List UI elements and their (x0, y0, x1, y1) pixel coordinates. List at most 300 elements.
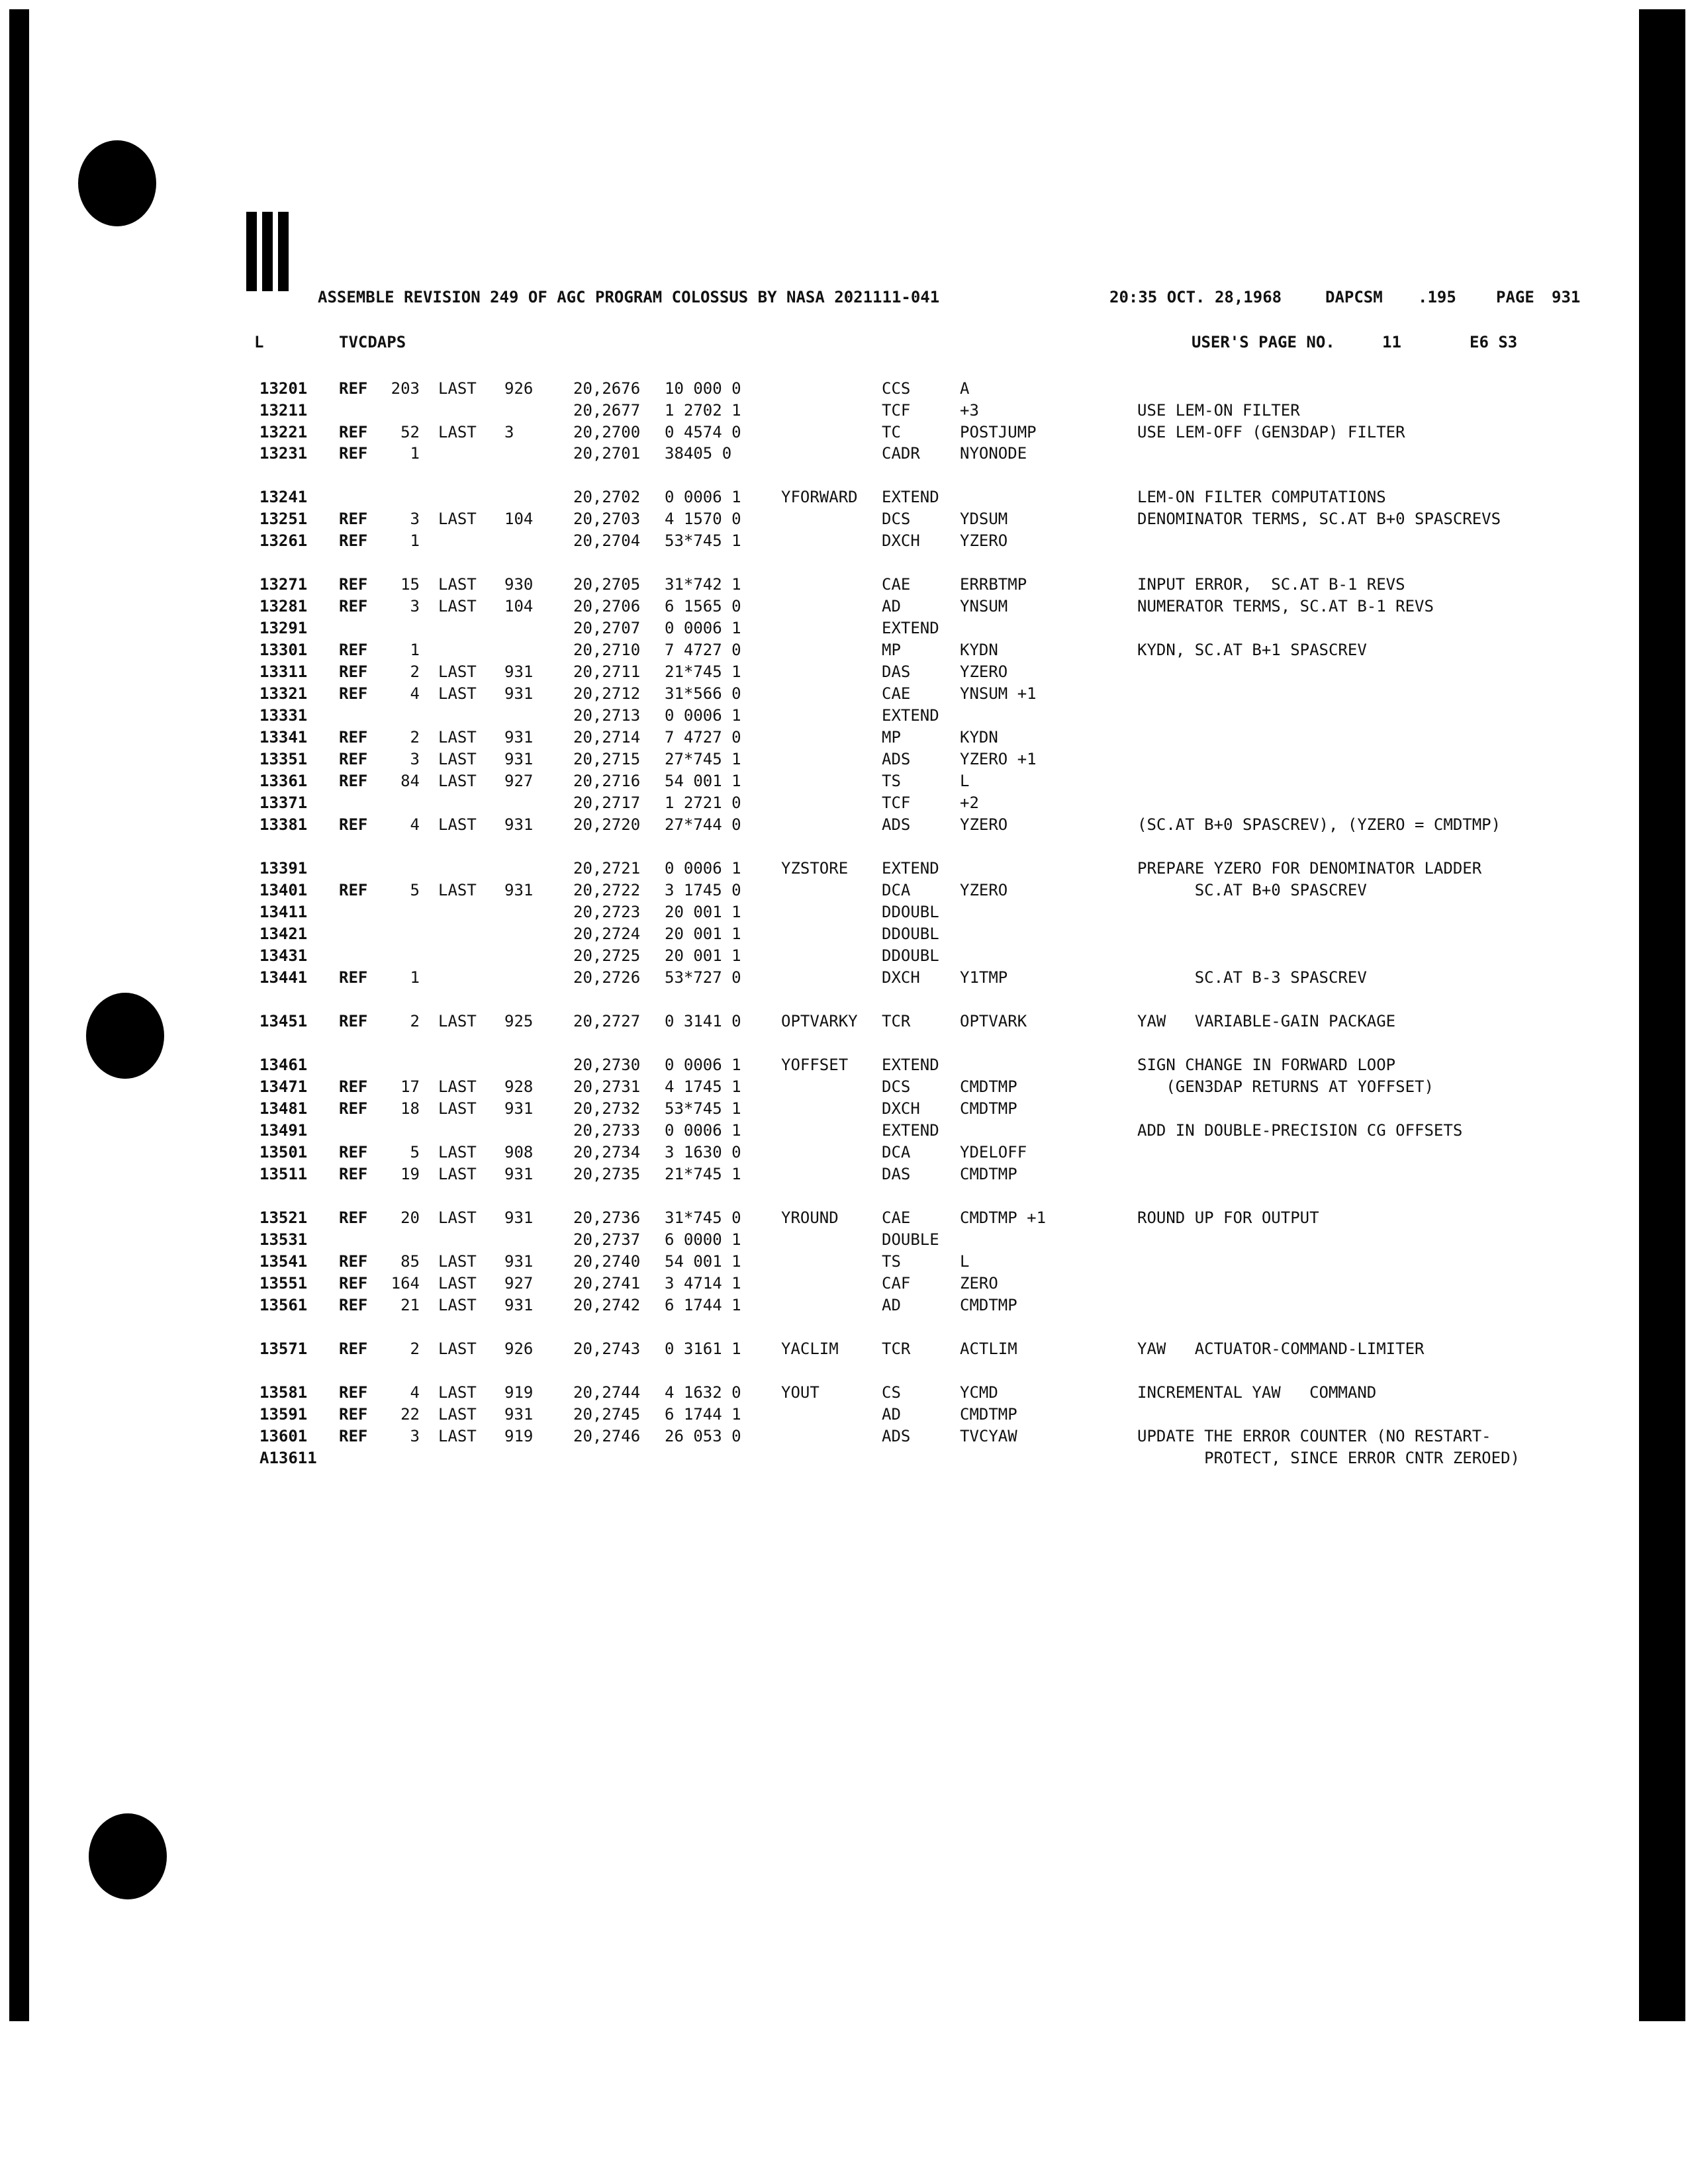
comment: SC.AT B-3 SPASCREV (1137, 968, 1367, 987)
last-tag: LAST (438, 772, 477, 790)
listing-line (0, 1294, 1688, 1316)
source-label: YFORWARD (781, 488, 858, 506)
listing-line (0, 486, 1688, 508)
last-page: 931 (504, 684, 534, 703)
ref-tag: REF (339, 772, 368, 790)
opcode: CAE (882, 575, 911, 594)
operand: YZERO (960, 881, 1008, 899)
source-label: YOUT (781, 1383, 820, 1402)
octal-code: 0 0006 1 (665, 706, 741, 725)
memory-address: 20,2701 (573, 444, 641, 463)
octal-code: 3 4714 1 (665, 1274, 741, 1293)
memory-address: 20,2710 (573, 641, 641, 659)
memory-address: 20,2707 (573, 619, 641, 637)
listing-line (0, 813, 1688, 836)
octal-code: 26 053 0 (665, 1427, 741, 1445)
ref-count: 19 (400, 1165, 420, 1183)
listing-line (0, 748, 1688, 770)
ref-count: 52 (400, 423, 420, 441)
memory-address: 20,2717 (573, 794, 641, 812)
opcode: TCF (882, 794, 911, 812)
comment: DENOMINATOR TERMS, SC.AT B+0 SPASCREVS (1137, 510, 1501, 528)
last-page: 931 (504, 662, 534, 681)
octal-code: 27*744 0 (665, 815, 741, 834)
listing-card-number: 13481 (259, 1099, 308, 1118)
memory-address: 20,2740 (573, 1252, 641, 1271)
listing-line (0, 1250, 1688, 1273)
memory-address: 20,2741 (573, 1274, 641, 1293)
octal-code: 3 1745 0 (665, 881, 741, 899)
opcode: TCF (882, 401, 911, 420)
ref-count: 4 (410, 684, 420, 703)
comment: YAW ACTUATOR-COMMAND-LIMITER (1137, 1340, 1425, 1358)
octal-code: 54 001 1 (665, 772, 741, 790)
ref-count: 4 (410, 1383, 420, 1402)
comment: ROUND UP FOR OUTPUT (1137, 1208, 1319, 1227)
opcode: DXCH (882, 968, 920, 987)
listing-line (0, 639, 1688, 661)
ref-tag: REF (339, 662, 368, 681)
comment: PROTECT, SINCE ERROR CNTR ZEROED) (1137, 1449, 1520, 1467)
memory-address: 20,2703 (573, 510, 641, 528)
ref-tag: REF (339, 597, 368, 615)
comment: SC.AT B+0 SPASCREV (1137, 881, 1367, 899)
memory-address: 20,2721 (573, 859, 641, 878)
listing-card-number: 13281 (259, 597, 308, 615)
ref-tag: REF (339, 1012, 368, 1030)
memory-address: 20,2700 (573, 423, 641, 441)
opcode: TCR (882, 1012, 911, 1030)
octal-code: 1 2721 0 (665, 794, 741, 812)
memory-address: 20,2727 (573, 1012, 641, 1030)
last-tag: LAST (438, 684, 477, 703)
ref-tag: REF (339, 379, 368, 398)
opcode: AD (882, 1405, 901, 1424)
comment: PREPARE YZERO FOR DENOMINATOR LADDER (1137, 859, 1482, 878)
last-page: 931 (504, 1252, 534, 1271)
octal-code: 0 0006 1 (665, 1121, 741, 1140)
operand: TVCYAW (960, 1427, 1017, 1445)
page-code: E6 S3 (1470, 333, 1518, 351)
octal-code: 53*727 0 (665, 968, 741, 987)
operand: YDELOFF (960, 1143, 1027, 1161)
last-page: 930 (504, 575, 534, 594)
octal-code: 53*745 1 (665, 531, 741, 550)
last-page: 926 (504, 1340, 534, 1358)
opcode: DCS (882, 1077, 911, 1096)
comment: NUMERATOR TERMS, SC.AT B-1 REVS (1137, 597, 1434, 615)
last-page: 3 (504, 423, 514, 441)
listing-line (0, 421, 1688, 443)
listing-card-number: 13211 (259, 401, 308, 420)
source-label: OPTVARKY (781, 1012, 858, 1030)
memory-address: 20,2733 (573, 1121, 641, 1140)
ref-count: 2 (410, 1012, 420, 1030)
listing-card-number: 13461 (259, 1056, 308, 1074)
operand: A (960, 379, 970, 398)
octal-code: 6 1744 1 (665, 1296, 741, 1314)
last-page: 908 (504, 1143, 534, 1161)
last-page: 931 (504, 881, 534, 899)
listing-line (0, 1228, 1688, 1251)
last-page: 931 (504, 1099, 534, 1118)
opcode: ADS (882, 815, 911, 834)
subroutine-name: DAPCSM (1325, 288, 1383, 306)
last-tag: LAST (438, 1077, 477, 1096)
opcode: DOUBLE (882, 1230, 939, 1249)
source-label: YROUND (781, 1208, 839, 1227)
ref-tag: REF (339, 1427, 368, 1445)
last-tag: LAST (438, 750, 477, 768)
operand: ZERO (960, 1274, 998, 1293)
operand: CMDTMP (960, 1405, 1017, 1424)
ref-tag: REF (339, 423, 368, 441)
ref-count: 17 (400, 1077, 420, 1096)
ref-count: 22 (400, 1405, 420, 1424)
listing-card-number: 13401 (259, 881, 308, 899)
memory-address: 20,2712 (573, 684, 641, 703)
listing-line (0, 966, 1688, 989)
memory-address: 20,2731 (573, 1077, 641, 1096)
last-tag: LAST (438, 1012, 477, 1030)
comment: USE LEM-ON FILTER (1137, 401, 1300, 420)
listing-card-number: 13301 (259, 641, 308, 659)
octal-code: 20 001 1 (665, 925, 741, 943)
comment: ADD IN DOUBLE-PRECISION CG OFFSETS (1137, 1121, 1463, 1140)
listing-card-number: 13541 (259, 1252, 308, 1271)
last-page: 926 (504, 379, 534, 398)
operand: CMDTMP (960, 1077, 1017, 1096)
listing-line (0, 1054, 1688, 1076)
listing-card-number: 13581 (259, 1383, 308, 1402)
listing-line (0, 770, 1688, 792)
octal-code: 38405 0 (665, 444, 732, 463)
listing-card-number: 13311 (259, 662, 308, 681)
listing-line (0, 1447, 1688, 1469)
listing-line (0, 617, 1688, 639)
octal-code: 21*745 1 (665, 662, 741, 681)
ref-count: 3 (410, 597, 420, 615)
listing-line (0, 1075, 1688, 1098)
ref-count: 15 (400, 575, 420, 594)
comment: KYDN, SC.AT B+1 SPASCREV (1137, 641, 1367, 659)
memory-address: 20,2732 (573, 1099, 641, 1118)
octal-code: 4 1745 1 (665, 1077, 741, 1096)
listing-card-number: 13371 (259, 794, 308, 812)
octal-code: 31*742 1 (665, 575, 741, 594)
listing-line (0, 857, 1688, 880)
operand: YCMD (960, 1383, 998, 1402)
memory-address: 20,2736 (573, 1208, 641, 1227)
listing-line (0, 879, 1688, 901)
opcode: EXTEND (882, 1056, 939, 1074)
opcode: EXTEND (882, 706, 939, 725)
operand: YZERO +1 (960, 750, 1037, 768)
last-tag: LAST (438, 597, 477, 615)
octal-code: 31*745 0 (665, 1208, 741, 1227)
octal-code: 21*745 1 (665, 1165, 741, 1183)
operand: Y1TMP (960, 968, 1008, 987)
ref-count: 2 (410, 662, 420, 681)
listing-card-number: 13291 (259, 619, 308, 637)
listing-card-number: A13611 (259, 1449, 317, 1467)
last-tag: LAST (438, 815, 477, 834)
memory-address: 20,2730 (573, 1056, 641, 1074)
listing-line (0, 682, 1688, 705)
comment: USE LEM-OFF (GEN3DAP) FILTER (1137, 423, 1405, 441)
listing-card-number: 13231 (259, 444, 308, 463)
memory-address: 20,2735 (573, 1165, 641, 1183)
last-tag: LAST (438, 1099, 477, 1118)
ref-tag: REF (339, 1405, 368, 1424)
opcode: MP (882, 728, 901, 747)
comment: UPDATE THE ERROR COUNTER (NO RESTART- (1137, 1427, 1491, 1445)
ref-count: 18 (400, 1099, 420, 1118)
opcode: TS (882, 772, 901, 790)
opcode: DDOUBL (882, 946, 939, 965)
opcode: DCA (882, 881, 911, 899)
listing-line (0, 660, 1688, 683)
last-page: 931 (504, 1165, 534, 1183)
last-tag: LAST (438, 1208, 477, 1227)
ref-count: 4 (410, 815, 420, 834)
memory-address: 20,2746 (573, 1427, 641, 1445)
opcode: CAE (882, 684, 911, 703)
comment: LEM-ON FILTER COMPUTATIONS (1137, 488, 1386, 506)
last-tag: LAST (438, 1165, 477, 1183)
memory-address: 20,2742 (573, 1296, 641, 1314)
memory-address: 20,2744 (573, 1383, 641, 1402)
opcode: DCS (882, 510, 911, 528)
listing-line (0, 1010, 1688, 1032)
operand: YNSUM (960, 597, 1008, 615)
ref-tag: REF (339, 1208, 368, 1227)
ref-tag: REF (339, 1077, 368, 1096)
listing-line (0, 726, 1688, 749)
listing-card-number: 13431 (259, 946, 308, 965)
last-tag: LAST (438, 728, 477, 747)
listing-line (0, 1403, 1688, 1426)
last-page: 931 (504, 750, 534, 768)
listing-card-number: 13381 (259, 815, 308, 834)
last-tag: LAST (438, 1252, 477, 1271)
listing-card-number: 13531 (259, 1230, 308, 1249)
listing-card-number: 13511 (259, 1165, 308, 1183)
memory-address: 20,2706 (573, 597, 641, 615)
last-tag: LAST (438, 881, 477, 899)
last-page: 104 (504, 597, 534, 615)
opcode: EXTEND (882, 1121, 939, 1140)
listing-line (0, 1119, 1688, 1142)
octal-code: 27*745 1 (665, 750, 741, 768)
operand: ERRBTMP (960, 575, 1027, 594)
octal-code: 0 3141 0 (665, 1012, 741, 1030)
punch-hole (78, 140, 156, 226)
listing-card-number: 13421 (259, 925, 308, 943)
last-tag: LAST (438, 510, 477, 528)
octal-code: 4 1632 0 (665, 1383, 741, 1402)
listing-card-number: 13451 (259, 1012, 308, 1030)
listing-card-number: 13221 (259, 423, 308, 441)
ref-count: 21 (400, 1296, 420, 1314)
comment: (GEN3DAP RETURNS AT YOFFSET) (1137, 1077, 1434, 1096)
opcode: DDOUBL (882, 925, 939, 943)
listing-card-number: 13571 (259, 1340, 308, 1358)
octal-code: 54 001 1 (665, 1252, 741, 1271)
last-page: 931 (504, 1208, 534, 1227)
last-page: 931 (504, 1296, 534, 1314)
listing-line (0, 901, 1688, 923)
ref-count: 1 (410, 641, 420, 659)
memory-address: 20,2722 (573, 881, 641, 899)
octal-code: 6 1744 1 (665, 1405, 741, 1424)
last-tag: LAST (438, 1143, 477, 1161)
ref-count: 1 (410, 968, 420, 987)
operand: YZERO (960, 531, 1008, 550)
ref-count: 5 (410, 1143, 420, 1161)
opcode: EXTEND (882, 859, 939, 878)
memory-address: 20,2677 (573, 401, 641, 420)
ref-count: 1 (410, 444, 420, 463)
listing-card-number: 13471 (259, 1077, 308, 1096)
listing-line (0, 1163, 1688, 1185)
octal-code: 1 2702 1 (665, 401, 741, 420)
memory-address: 20,2720 (573, 815, 641, 834)
listing-card-number: 13341 (259, 728, 308, 747)
ref-count: 3 (410, 750, 420, 768)
memory-address: 20,2713 (573, 706, 641, 725)
ref-tag: REF (339, 575, 368, 594)
ref-tag: REF (339, 684, 368, 703)
last-page: 919 (504, 1427, 534, 1445)
ref-count: 20 (400, 1208, 420, 1227)
source-label: YACLIM (781, 1340, 839, 1358)
last-page: 925 (504, 1012, 534, 1030)
operand: +2 (960, 794, 979, 812)
ref-tag: REF (339, 728, 368, 747)
octal-code: 20 001 1 (665, 903, 741, 921)
last-tag: LAST (438, 575, 477, 594)
last-tag: LAST (438, 1405, 477, 1424)
operand: ACTLIM (960, 1340, 1017, 1358)
last-page: 927 (504, 772, 534, 790)
operand: YDSUM (960, 510, 1008, 528)
opcode: DAS (882, 1165, 911, 1183)
last-tag: LAST (438, 1427, 477, 1445)
listing-card-number: 13261 (259, 531, 308, 550)
operand: +3 (960, 401, 979, 420)
listing-card-number: 13321 (259, 684, 308, 703)
printer-logo-mark (246, 212, 294, 291)
listing-line (0, 399, 1688, 422)
listing-line (0, 1425, 1688, 1447)
octal-code: 6 0000 1 (665, 1230, 741, 1249)
memory-address: 20,2705 (573, 575, 641, 594)
listing-card-number: 13271 (259, 575, 308, 594)
octal-code: 0 4574 0 (665, 423, 741, 441)
ref-tag: REF (339, 1296, 368, 1314)
comment: YAW VARIABLE-GAIN PACKAGE (1137, 1012, 1396, 1030)
opcode: TC (882, 423, 901, 441)
comment: (SC.AT B+0 SPASCREV), (YZERO = CMDTMP) (1137, 815, 1501, 834)
opcode: DAS (882, 662, 911, 681)
operand: L (960, 1252, 970, 1271)
octal-code: 6 1565 0 (665, 597, 741, 615)
last-tag: LAST (438, 1383, 477, 1402)
ref-tag: REF (339, 444, 368, 463)
operand: POSTJUMP (960, 423, 1037, 441)
memory-address: 20,2704 (573, 531, 641, 550)
octal-code: 0 0006 1 (665, 488, 741, 506)
page-label: PAGE (1496, 288, 1534, 306)
listing-card-number: 13551 (259, 1274, 308, 1293)
last-tag: LAST (438, 423, 477, 441)
last-page: 931 (504, 728, 534, 747)
last-tag: LAST (438, 379, 477, 398)
opcode: ADS (882, 750, 911, 768)
octal-code: 4 1570 0 (665, 510, 741, 528)
listing-line (0, 1097, 1688, 1120)
user-page-number: 11 (1382, 333, 1401, 351)
opcode: CS (882, 1383, 901, 1402)
last-tag: LAST (438, 1296, 477, 1314)
operand: YZERO (960, 662, 1008, 681)
memory-address: 20,2714 (573, 728, 641, 747)
ref-count: 203 (391, 379, 420, 398)
memory-address: 20,2723 (573, 903, 641, 921)
listing-line (0, 944, 1688, 967)
operand: L (960, 772, 970, 790)
last-page: 931 (504, 1405, 534, 1424)
octal-code: 0 0006 1 (665, 1056, 741, 1074)
listing-line (0, 923, 1688, 945)
listing-card-number: 13411 (259, 903, 308, 921)
memory-address: 20,2725 (573, 946, 641, 965)
ref-tag: REF (339, 1274, 368, 1293)
listing-card-number: 13391 (259, 859, 308, 878)
source-label: YZSTORE (781, 859, 849, 878)
comment: INPUT ERROR, SC.AT B-1 REVS (1137, 575, 1405, 594)
ref-tag: REF (339, 750, 368, 768)
ref-tag: REF (339, 1165, 368, 1183)
ref-tag: REF (339, 1340, 368, 1358)
last-tag: LAST (438, 662, 477, 681)
listing-line (0, 529, 1688, 552)
memory-address: 20,2724 (573, 925, 641, 943)
ref-count: 5 (410, 881, 420, 899)
ref-tag: REF (339, 531, 368, 550)
opcode: DXCH (882, 1099, 920, 1118)
opcode: CADR (882, 444, 920, 463)
memory-address: 20,2715 (573, 750, 641, 768)
operand: CMDTMP +1 (960, 1208, 1047, 1227)
opcode: TS (882, 1252, 901, 1271)
ref-count: 3 (410, 510, 420, 528)
octal-code: 31*566 0 (665, 684, 741, 703)
ref-tag: REF (339, 1383, 368, 1402)
last-page: 928 (504, 1077, 534, 1096)
listing-card-number: 13501 (259, 1143, 308, 1161)
ref-count: 2 (410, 728, 420, 747)
octal-code: 7 4727 0 (665, 728, 741, 747)
listing-line (0, 595, 1688, 617)
octal-code: 3 1630 0 (665, 1143, 741, 1161)
octal-code: 0 0006 1 (665, 619, 741, 637)
listing-line (0, 1206, 1688, 1229)
memory-address: 20,2743 (573, 1340, 641, 1358)
last-page: 919 (504, 1383, 534, 1402)
ref-tag: REF (339, 881, 368, 899)
